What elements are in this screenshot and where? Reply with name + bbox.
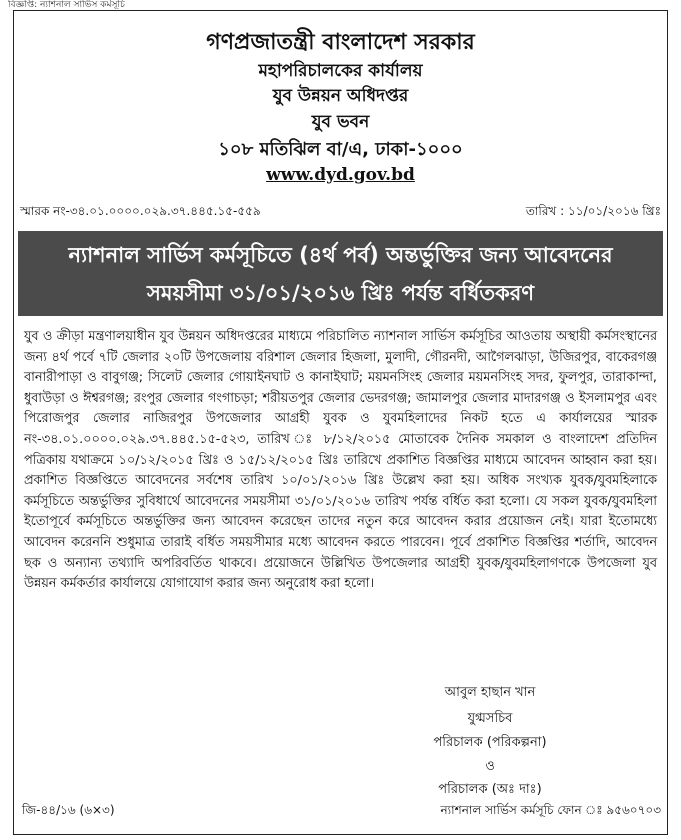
signatory-designation: যুগ্মসচিব xyxy=(467,711,513,726)
notice-date: তারিখ : ১১/০১/২০১৬ খ্রিঃ xyxy=(525,204,661,218)
signatory-and: ও xyxy=(485,759,495,774)
header-address: ১০৮ মতিঝিল বা/এ, ঢাকা-১০০০ xyxy=(218,139,463,160)
title-line-1: ন্যাশনাল সার্ভিস কর্মসূচিতে (৪র্থ পর্ব) অন্তর্ভুক্তির জন্য আবেদনের xyxy=(68,243,613,267)
body-paragraph: যুব ও ক্রীড়া মন্ত্রণালয়াধীন যুব উন্নয়ন অধিদপ্তরের মাধ্যমে পরিচালিত ন্যাশনাল সার্ভিস কর্মসূচির আওতায় অস্থায়ী কর্মসংস্থানের জন্য ৪র্থ পর্বে ৭টি জেলার ২০টি উপজেলায় বরিশাল জেলার হিজলা, মুলাদী, গৌরনদী, আগৈলঝাড়া, উজিরপুর, বাকেরগঞ্জ বানারীপাড়া ও বাবুগঞ্জ; সিলেট জেলার গোয়াইনঘাট ও কানাইঘাট; ময়মনসিংহ জেলার ময়মনসিংহ সদর, ফুলপুর, তারাকান্দা, ধুবাউড়া ও ঈশ্বরগঞ্জ; রংপুর জেলার গংগাচড়া; শরীয়তপুর জেলার ভেদরগঞ্জ; জামালপুর জেলার মাদারগঞ্জ ও ইসলামপুর এবং পিরোজপুর জেলার নাজিরপুর উপজেলার আগ্রহী যুবক ও যুবমহিলাদের নিকট হতে এ কার্যালয়ের স্মারক নং-৩৪.০১.০০০০.০২৯.৩৭.৪৪৫.১৫-৫২৩, তারিখ ঃ ৮/১২/২০১৫ মোতাবেক দৈনিক সমকাল ও বাংলাদেশ প্রতিদিন পত্রিকায় যথাক্রমে ১০/১২/২০১৫ খ্রিঃ ও ১৫/১২/২০১৫ খ্রিঃ তারিখে প্রকাশিত বিজ্ঞপ্তির মাধ্যমে আবেদন আহ্বান করা হয়। প্রকাশিত বিজ্ঞপ্তিতে আবেদনের সর্বশেষ তারিখ ১০/০১/২০১৬ খ্রিঃ উল্লেখ করা হয়। অধিক সংখ্যক যুবক/যুবমহিলাকে কর্মসূচিতে অন্তর্ভুক্তির সুবিধার্থে আবেদনের সময়সীমা ৩১/০১/২০১৬ তারিখ পর্যন্ত বর্ধিত করা হলো। যে সকল যুবক/যুবমহিলা ইতোপূর্বে কর্মসূচিতে অন্তর্ভুক্তির জন্য আবেদন করেছেন তাদের নতুন করে আবেদন করার প্রয়োজন নেই। যারা ইতোমধ্যে আবেদন করেননি শুধুমাত্র তারাই বর্ধিত সময়সীমার মধ্যে আবেদন করতে পারবেন। পূর্বে প্রকাশিত বিজ্ঞপ্তির শর্তাদি, আবেদন ছক ও অন্যান্য তথ্যাদি অপরিবর্তিত থাকবে। প্রয়োজনে উল্লিখিত উপজেলার আগ্রহী যুবক/যুবমহিলাগণকে উপজেলা যুব উন্নয়ন কর্মকর্তার কার্যালয়ে যোগাযোগ করার জন্য অনুরোধ করা হলো। xyxy=(24,329,657,592)
memo-number: স্মারক নং-৩৪.০১.০০০০.০২৯.৩৭.৪৪৫.১৫-৫৫৯ xyxy=(20,204,261,218)
website-link[interactable]: www.dyd.gov.bd xyxy=(266,165,415,185)
website-link-row xyxy=(0,165,681,185)
header-government: গণপ্রজাতন্ত্রী বাংলাদেশ সরকার xyxy=(206,30,475,55)
title-banner xyxy=(18,231,663,316)
header-building: যুব ভবন xyxy=(311,112,370,132)
footer-reference: জি-৪৪/১৬ (৬×৩) xyxy=(22,803,115,817)
signatory-name: আবুল হাছান খান xyxy=(444,685,536,700)
header-office: মহাপরিচালকের কার্যালয় xyxy=(258,61,423,81)
footer-phone: ন্যাশনাল সার্ভিস কর্মসূচি ফোন ঃ ৯৫৬০৭০৩ xyxy=(440,803,661,817)
title-line-2: সময়সীমা ৩১/০১/২০১৬ খ্রিঃ পর্যন্ত বর্ধিতকরণ xyxy=(146,281,535,305)
header-department: যুব উন্নয়ন অধিদপ্তর xyxy=(272,86,409,106)
signatory-role-additional: পরিচালক (অঃ দাঃ) xyxy=(438,782,542,797)
top-strip-text: বিজ্ঞপ্তি: ন্যাশনাল সার্ভিস কর্মসূচি xyxy=(8,0,125,10)
signatory-role-planning: পরিচালক (পরিকল্পনা) xyxy=(433,735,547,750)
notice-body xyxy=(24,327,657,595)
